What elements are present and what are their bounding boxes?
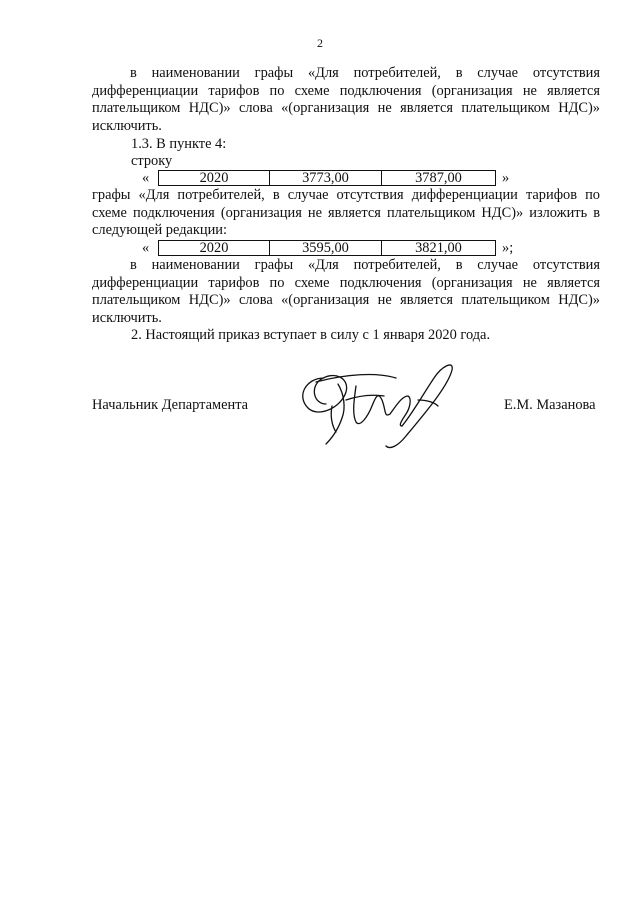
paragraph-4: 2. Настоящий приказ вступает в силу с 1 января 2020 года. [131,327,491,343]
open-quote: « [142,169,150,186]
signatory-name: Е.М. Мазанова [504,397,596,413]
table-cell-year: 2020 [158,240,270,256]
signatory-title: Начальник Департамента [92,397,249,413]
table-cell-value-1: 3773,00 [270,170,382,186]
page-number: 2 [317,36,323,50]
open-quote: « [142,239,150,256]
word-stroku: строку [131,153,173,169]
table-cell-value-2: 3787,00 [382,170,496,186]
table-cell-value-1: 3595,00 [270,240,382,256]
close-quote: » [502,169,510,186]
table-cell-value-2: 3821,00 [382,240,496,256]
paragraph-2: графы «Для потребителей, в случае отсутствия дифференциации тарифов по схеме подключения (организация не является плательщиком НДС)» изложить в следующей редакции: [92,187,600,239]
item-1-3: 1.3. В пункте 4: [131,136,227,152]
table-cell-year: 2020 [158,170,270,186]
signature-image [286,356,476,456]
table-old-row [142,169,509,187]
paragraph-3: в наименовании графы «Для потребителей, в случае отсутствия дифференциации тарифов по схеме подключения (организация не является плательщиком НДС)» слова «(организация не является плательщиком НДС)» исключить. [92,257,600,326]
table-new-row [142,239,513,257]
paragraph-1: в наименовании графы «Для потребителей, в случае отсутствия дифференциации тарифов по схеме подключения (организация не является плательщиком НДС)» слова «(организация не является плательщиком НДС)» исключить. [92,65,600,134]
close-quote: »; [502,239,514,256]
